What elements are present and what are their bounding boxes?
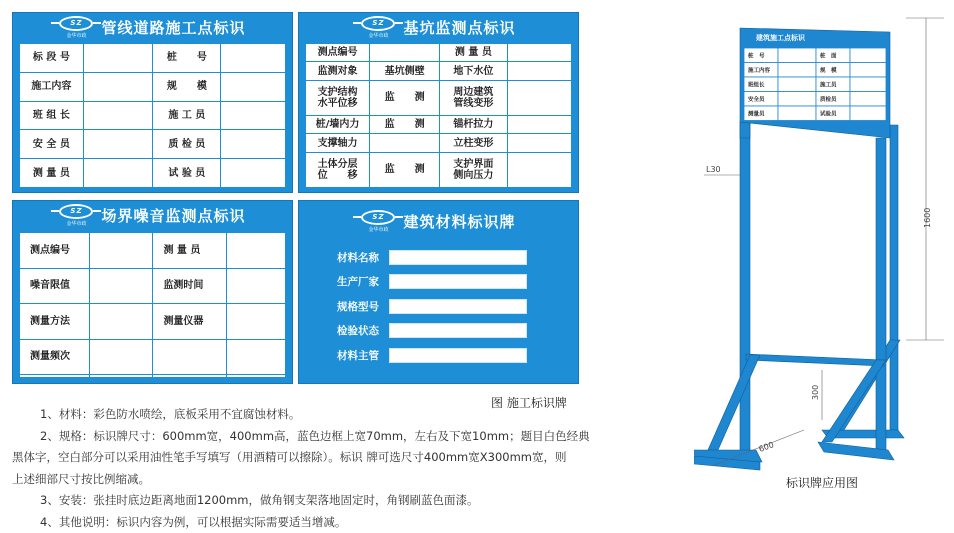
field-value: 监 测 — [370, 80, 440, 115]
note-material: 1、材料：彩色防水喷绘，底板采用不宜腐蚀材料。 — [12, 404, 607, 426]
pipeline-sign-panel — [12, 12, 293, 193]
field-value — [83, 101, 152, 130]
material-field-label: 材料名称 — [337, 250, 389, 265]
field-label: 测 量 员 — [153, 233, 226, 269]
dim-leg-label: 300 — [811, 385, 820, 400]
material-field-blank — [389, 274, 527, 289]
table-row — [20, 233, 286, 269]
board-cell — [778, 77, 816, 92]
material-field-label: 材料主管 — [337, 348, 389, 363]
pipeline-sign-title: 管线道路施工点标识 — [101, 17, 245, 38]
pit-monitor-sign-table — [305, 43, 572, 188]
board-cell — [778, 92, 816, 107]
sign-application-drawing — [694, 10, 954, 490]
material-field-label: 检验状态 — [337, 323, 389, 338]
field-value — [507, 62, 571, 80]
board-cell — [850, 77, 886, 92]
field-label — [153, 339, 226, 375]
field-label: 测量频次 — [20, 339, 90, 375]
field-value — [507, 80, 571, 115]
szg-logo-icon: SZ 金华市政 — [59, 204, 93, 227]
field-value — [226, 375, 285, 378]
material-field-label: 规格型号 — [337, 299, 389, 314]
table-row — [20, 339, 286, 375]
material-field-blank — [389, 323, 527, 338]
table-row — [20, 130, 286, 159]
table-row — [20, 44, 286, 73]
figure-caption-signs: 图 施工标识牌 — [491, 394, 567, 411]
noise-monitor-sign-title: 场界噪音监测点标识 — [101, 205, 245, 226]
board-cell — [850, 106, 886, 121]
field-value — [507, 152, 571, 187]
field-label: 支撑轴力 — [306, 134, 370, 152]
field-label: 施工内容 — [20, 72, 84, 101]
field-label: 周边建筑 管线变形 — [440, 80, 508, 115]
table-row — [20, 268, 286, 304]
dim-width-label: 600 — [758, 440, 775, 454]
szg-logo-icon: SZ 金华市政 — [59, 16, 93, 39]
table-row — [20, 101, 286, 130]
material-field-blank — [389, 348, 527, 363]
material-sign-title-bar — [299, 207, 578, 235]
field-label: 支护界面 侧向压力 — [440, 152, 508, 187]
field-value — [226, 268, 285, 304]
field-label: 测量方法 — [20, 304, 90, 340]
field-value: 监 测 — [370, 115, 440, 133]
material-field-row — [337, 298, 527, 314]
field-label — [20, 375, 90, 378]
table-row — [306, 134, 572, 152]
table-row — [20, 304, 286, 340]
material-field-row — [337, 274, 527, 290]
field-value — [89, 304, 153, 340]
board-cell-label: 班组长 — [748, 81, 765, 89]
material-sign-title: 建筑材料标识牌 — [403, 211, 515, 232]
pipeline-sign-title-bar — [13, 13, 292, 41]
material-sign-panel — [298, 200, 579, 384]
field-value — [221, 44, 286, 73]
field-label: 锚杆拉力 — [440, 115, 508, 133]
table-row — [20, 159, 286, 188]
field-label: 监测时间 — [153, 268, 226, 304]
field-value — [89, 339, 153, 375]
material-field-blank — [389, 250, 527, 265]
field-value — [507, 115, 571, 133]
field-label: 施 工 员 — [153, 101, 221, 130]
table-row — [306, 62, 572, 80]
note-spec: 2、规格：标识牌尺寸：600mm宽，400mm高，蓝色边框上宽70mm，左右及下宽10mm；题目白色经典 — [12, 426, 607, 448]
field-value — [83, 72, 152, 101]
field-value — [226, 233, 285, 269]
board-title: 建筑施工点标识 — [755, 33, 806, 42]
table-row — [20, 72, 286, 101]
board-cell-label: 试验员 — [820, 110, 837, 118]
board-cell-label: 测量员 — [748, 110, 765, 118]
noise-monitor-sign-table — [19, 232, 286, 378]
field-label: 标 段 号 — [20, 44, 84, 73]
field-label: 质 检 员 — [153, 130, 221, 159]
notes-block — [12, 404, 607, 533]
board-cell-label: 质检员 — [820, 95, 837, 103]
field-value — [83, 159, 152, 188]
field-value: 监 测 — [370, 152, 440, 187]
dim-height-label: 1600 — [923, 208, 932, 228]
field-label: 测点编号 — [306, 44, 370, 62]
field-value — [89, 233, 153, 269]
note-other: 4、其他说明：标识内容为例，可以根据实际需要适当增减。 — [12, 512, 607, 533]
table-row — [306, 115, 572, 133]
board-cell-label: 桩 面 — [820, 52, 837, 60]
field-value — [507, 44, 571, 62]
board-cell-label: 桩 号 — [748, 52, 765, 60]
material-field-row — [337, 323, 527, 339]
note-install: 3、安装：张挂时底边距离地面1200mm，做角钢支架落地固定时，角钢刷蓝色面漆。 — [12, 490, 607, 512]
pit-monitor-sign-title-bar — [299, 13, 578, 41]
szg-logo-icon: SZ 金华市政 — [361, 210, 395, 233]
field-label: 立柱变形 — [440, 134, 508, 152]
material-field-row — [337, 347, 527, 363]
board-cell-label: 安全员 — [748, 95, 765, 103]
field-value — [83, 44, 152, 73]
table-row — [306, 152, 572, 187]
board-cell — [850, 48, 886, 63]
field-label: 桩/墙内力 — [306, 115, 370, 133]
field-value — [370, 44, 440, 62]
note-spec-cont-1: 黑体字，空白部分可以采用油性笔手写填写（用酒精可以擦除）。标识 牌可选尺寸400mm宽X300mm宽，则 — [12, 447, 607, 469]
field-label: 支护结构 水平位移 — [306, 80, 370, 115]
field-label: 测点编号 — [20, 233, 90, 269]
dim-angle-label: L30 — [706, 165, 721, 174]
table-row — [306, 80, 572, 115]
field-value — [221, 159, 286, 188]
board-cell — [850, 63, 886, 78]
board-cell — [778, 48, 816, 63]
board-cell — [778, 106, 816, 121]
board-cell-label: 施工内容 — [748, 66, 771, 74]
pit-monitor-sign-panel — [298, 12, 579, 193]
field-label: 班 组 长 — [20, 101, 84, 130]
field-value — [89, 375, 153, 378]
material-field-row — [337, 249, 527, 265]
szg-logo-icon: SZ 金华市政 — [361, 16, 395, 39]
board-cell-label: 施工员 — [820, 81, 837, 89]
board-grid — [744, 48, 886, 121]
field-value — [221, 72, 286, 101]
material-field-blank — [389, 299, 527, 314]
field-label: 规 模 — [153, 72, 221, 101]
pipeline-sign-table — [19, 43, 286, 188]
field-label: 安 全 员 — [20, 130, 84, 159]
field-value — [89, 268, 153, 304]
field-label: 土体分层 位 移 — [306, 152, 370, 187]
field-label: 地下水位 — [440, 62, 508, 80]
field-label: 测量仪器 — [153, 304, 226, 340]
noise-monitor-sign-title-bar — [13, 201, 292, 229]
table-row — [306, 44, 572, 62]
field-value — [83, 130, 152, 159]
board-cell-label: 规 模 — [819, 66, 837, 74]
pit-monitor-sign-title: 基坑监测点标识 — [403, 17, 515, 38]
field-label: 桩 号 — [153, 44, 221, 73]
field-value — [226, 304, 285, 340]
board-cell — [778, 63, 816, 78]
note-spec-cont-2: 上述细部尺寸按比例缩减。 — [12, 469, 607, 491]
material-field-label: 生产厂家 — [337, 274, 389, 289]
field-value — [507, 134, 571, 152]
field-label: 监测对象 — [306, 62, 370, 80]
field-label: 试 验 员 — [153, 159, 221, 188]
field-value — [226, 339, 285, 375]
noise-monitor-sign-panel — [12, 200, 293, 384]
field-value — [370, 134, 440, 152]
field-label: 测 量 员 — [440, 44, 508, 62]
field-value: 基坑侧壁 — [370, 62, 440, 80]
field-label — [153, 375, 226, 378]
field-label: 测 量 员 — [20, 159, 84, 188]
field-label: 噪音限值 — [20, 268, 90, 304]
figure-caption-application: 标识牌应用图 — [786, 474, 858, 491]
field-value — [221, 101, 286, 130]
field-value — [221, 130, 286, 159]
board-cell — [850, 92, 886, 107]
table-row — [20, 375, 286, 378]
